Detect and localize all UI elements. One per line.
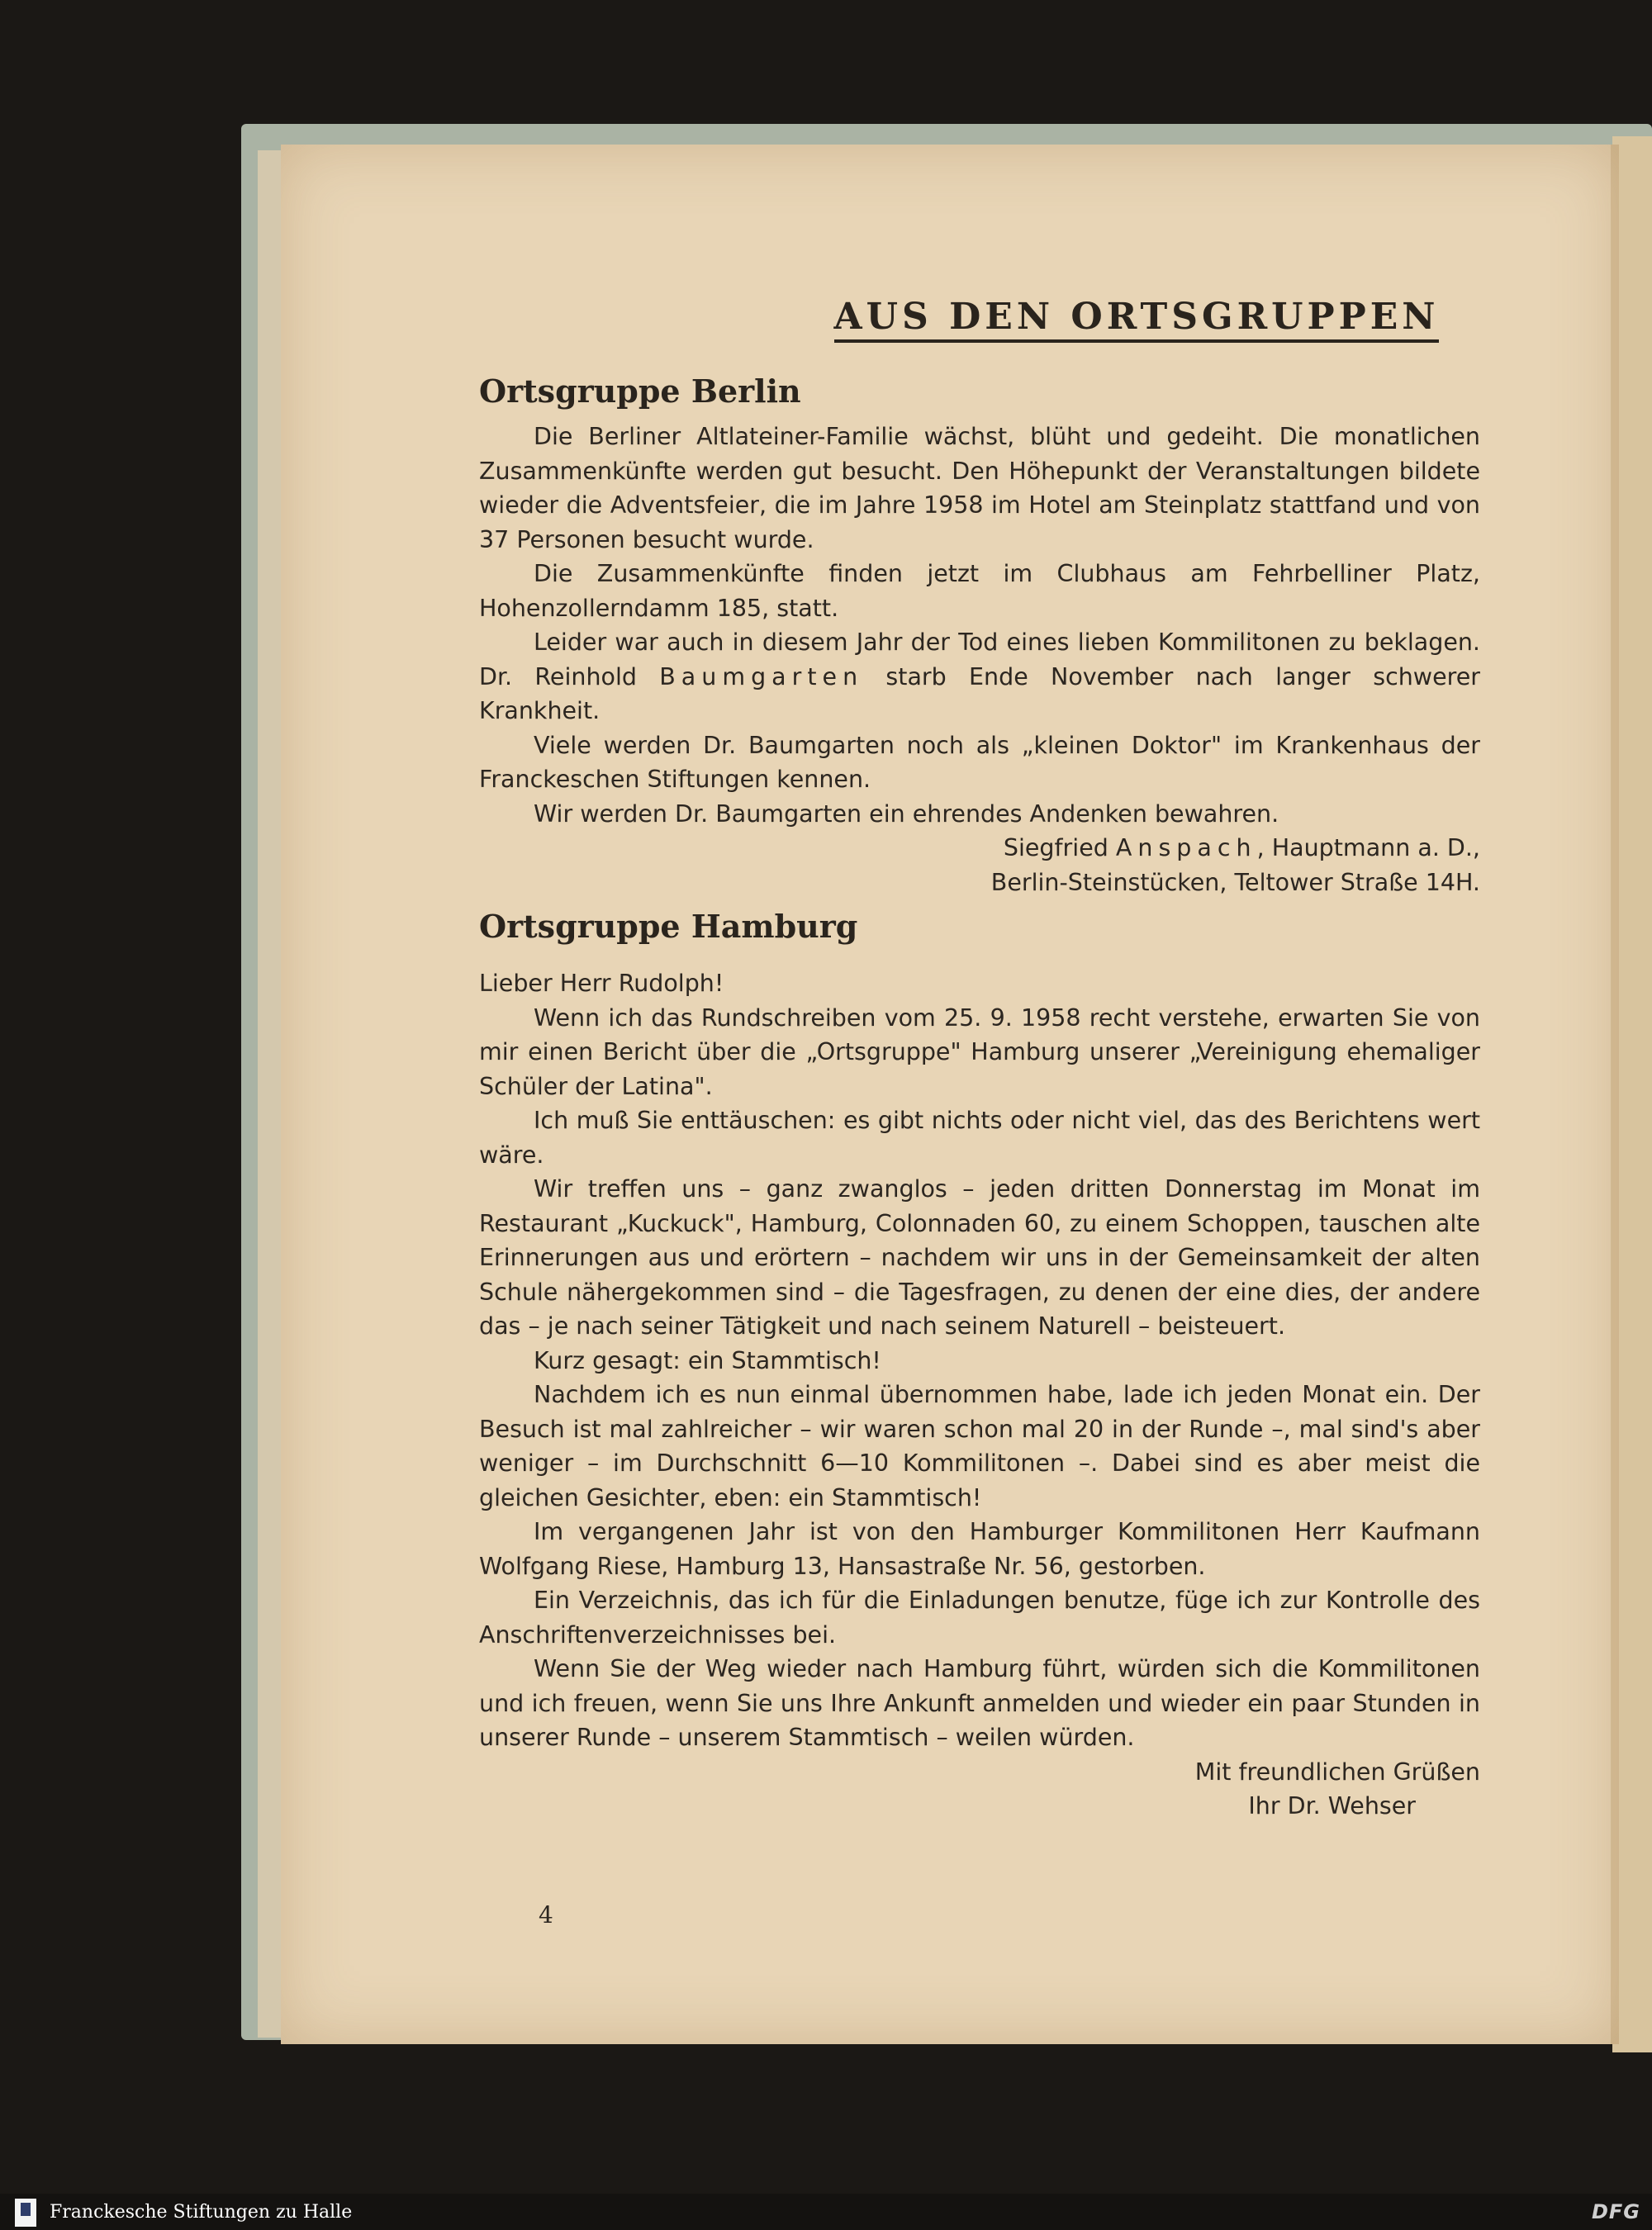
page-heading (479, 296, 1480, 343)
viewer-footer-bar (0, 2194, 1652, 2230)
hamburg-paragraph-8: Wenn Sie der Weg wieder nach Hamburg führt, würden sich die Kommilitonen und ich freuen, wenn Sie uns Ihre Ankunft anmelden und wieder ein paar Stunden in unserer Runde – unserem Stammtisch – weilen würden. (479, 1655, 1480, 1751)
berlin-signature-line-1 (479, 831, 1480, 866)
hamburg-paragraph-5: Nachdem ich es nun einmal übernommen habe, lade ich jeden Monat ein. Der Besuch ist mal zahlreicher – wir waren schon mal 20 in der Runde –, mal sind's aber weniger – im Durchschnitt 6—10 Kommilitonen –. Dabei sind es aber meist die gleichen Gesichter, eben: ein Stammtisch! (479, 1381, 1480, 1511)
berlin-paragraph-1: Die Berliner Altlateiner-Familie wächst, blüht und gedeiht. Die monatlichen Zusammenkünfte werden gut besucht. Den Höhepunkt der Veranstaltungen bildete wieder die Adventsfeier, die im Jahre 1958 im Hotel am Steinplatz stattfand und von 37 Personen besucht wurde. (479, 423, 1480, 553)
berlin-p3-before: Leider war auch in diesem Jahr der Tod eines lieben Kommilitonen zu beklagen. Dr. Reinhold (479, 629, 1480, 690)
institution-name: Franckesche Stiftungen zu Halle (50, 2202, 353, 2223)
berlin-p3-after: starb Ende November nach langer schwerer Krankheit. (479, 662, 1480, 724)
hamburg-salutation: Lieber Herr Rudolph! (479, 970, 724, 997)
berlin-text (479, 420, 1480, 831)
berlin-paragraph-4: Viele werden Dr. Baumgarten noch als „kleinen Doktor" im Krankenhaus der Franckeschen Stiftungen kennen. (479, 731, 1480, 793)
dfg-logo: DFG (1591, 2200, 1640, 2223)
section-hamburg (479, 908, 1480, 1824)
sig-first-name: Siegfried (1003, 834, 1116, 861)
sig-rank: , Hauptmann a. D., (1256, 834, 1480, 861)
hamburg-paragraph-4: Kurz gesagt: ein Stammtisch! (534, 1346, 881, 1374)
berlin-signature (479, 831, 1480, 899)
hamburg-paragraph-7: Ein Verzeichnis, das ich für die Einladungen benutze, füge ich zur Kontrolle des Anschriftenverzeichnisses bei. (479, 1587, 1480, 1649)
hamburg-paragraph-6: Im vergangenen Jahr ist von den Hamburger Kommilitonen Herr Kaufmann Wolfgang Riese, Hamburg 13, Hansastraße Nr. 56, gestorben. (479, 1518, 1480, 1580)
heading-berlin: Ortsgruppe Berlin (479, 372, 801, 410)
institution-logo-icon (15, 2199, 36, 2227)
hamburg-text (479, 966, 1480, 1755)
document-page (281, 145, 1619, 2044)
hamburg-paragraph-2: Ich muß Sie enttäuschen: es gibt nichts oder nicht viel, das des Berichtens wert wäre. (479, 1107, 1480, 1169)
hamburg-paragraph-1: Wenn ich das Rundschreiben vom 25. 9. 1958 recht verstehe, erwarten Sie von mir einen Bericht über die „Ortsgruppe" Hamburg unserer „Vereinigung ehemaliger Schüler der Latina". (479, 1004, 1480, 1100)
page-number: 4 (539, 1901, 553, 1929)
berlin-paragraph-3 (479, 625, 1480, 728)
berlin-p3-name: Baumgarten (659, 662, 864, 690)
hamburg-paragraph-3: Wir treffen uns – ganz zwanglos – jeden dritten Donnerstag im Monat im Restaurant „Kuckuck", Hamburg, Colonnaden 60, zu einem Schoppen, tauschen alte Erinnerungen aus und erörtern – nachdem wir uns in der Gemeinsamkeit der alten Schule nähergekommen sind – die Tagesfragen, zu denen der eine dies, der andere das – je nach seiner Tätigkeit und nach seinem Naturell – beisteuert. (479, 1175, 1480, 1340)
hamburg-closing: Mit freundlichen Grüßen (1194, 1758, 1480, 1786)
page-content (479, 296, 1480, 1824)
heading-hamburg: Ortsgruppe Hamburg (479, 908, 858, 945)
page-title: AUS DEN ORTSGRUPPEN (834, 296, 1440, 343)
berlin-paragraph-5: Wir werden Dr. Baumgarten ein ehrendes Andenken bewahren. (534, 799, 1279, 828)
sig-last-name: Anspach (1115, 834, 1257, 861)
section-berlin (479, 372, 1480, 899)
berlin-signature-address: Berlin-Steinstücken, Teltower Straße 14H. (990, 868, 1480, 896)
hamburg-signature: Ihr Dr. Wehser (1248, 1792, 1416, 1820)
berlin-paragraph-2: Die Zusammenkünfte finden jetzt im Clubhaus am Fehrbelliner Platz, Hohenzollerndamm 185, statt. (479, 560, 1480, 622)
